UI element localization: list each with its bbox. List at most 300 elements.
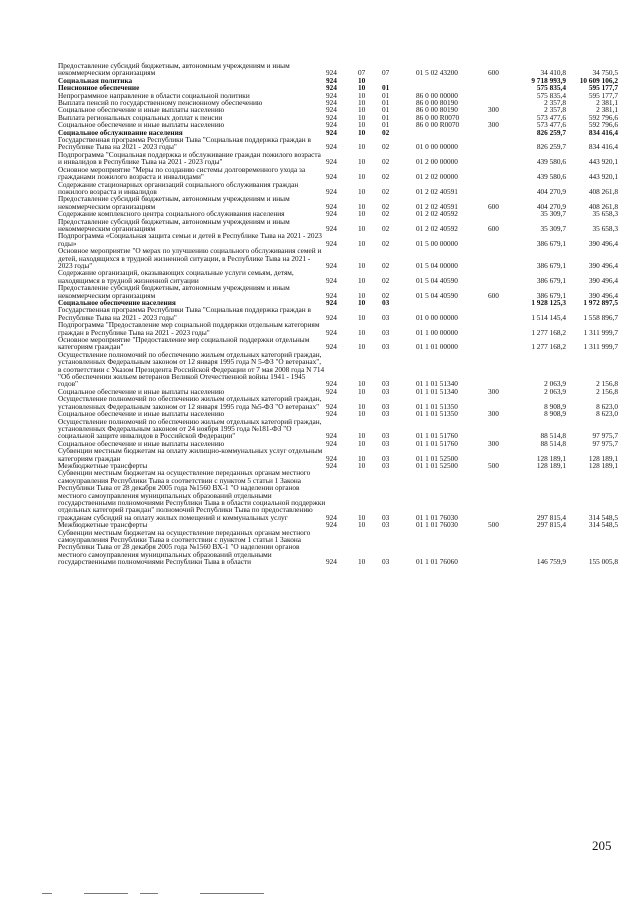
row-expense-type-code: [488, 351, 518, 388]
table-row: [58, 62, 618, 77]
row-expense-type-code: [488, 151, 518, 166]
row-ved-code: 924: [326, 298, 337, 307]
row-amount-2023: 443 920,1: [588, 157, 618, 167]
row-name: Государственная программа Республики Тыва "Социальная поддержка граждан в Республике Тыва на 2021 - 2023 годы": [58, 135, 311, 152]
row-amount-2022: 404 270,9: [536, 201, 566, 211]
row-name: Основное мероприятие "Предоставление мер социальной поддержки отдельным категориям граждан": [58, 335, 310, 352]
row-ved-code: 924: [326, 327, 337, 337]
row-target-code: 01 2 02 40591: [416, 186, 458, 196]
row-target-code: 86 0 00 R0070: [416, 120, 460, 130]
row-section-code: 10: [358, 431, 366, 441]
row-subsection-code: 02: [382, 127, 390, 137]
row-amount-2023: 8 623,0: [596, 401, 618, 411]
row-amount-2023: 35 658,3: [592, 223, 618, 233]
row-section-code: 10: [358, 290, 366, 300]
row-amount-2023: 97 975,7: [592, 431, 618, 441]
row-amount-2023: 97 975,7: [592, 438, 618, 448]
table-row: [58, 351, 618, 388]
row-name: Осуществление полномочий по обеспечению жильем отдельных категорий граждан, установленных Федеральным законом от 12 января 1995 года N 5-ФЗ "О ветеранах", в соответствии с Указом Президента Российской Федерации от 7 мая 2008 года N 714 "Об обеспечении жильем ветеранов Великой Отечественной войны 1941 - 1945 годов": [58, 349, 325, 389]
row-target-code: 01 1 01 51760: [416, 438, 458, 448]
row-amount-2023: 34 750,5: [592, 68, 618, 78]
row-amount-2022: 439 580,6: [536, 172, 566, 182]
row-expense-type-code: 300: [488, 438, 499, 448]
row-target-code: 86 0 00 R0070: [416, 112, 460, 122]
row-expense-type-code: [488, 269, 518, 284]
budget-table-body: [58, 62, 618, 566]
row-target-code: 01 1 01 76030: [416, 512, 458, 522]
table-row: [58, 395, 618, 410]
row-amount-2022: 386 679,1: [536, 275, 566, 285]
row-subsection-code: 02: [382, 186, 390, 196]
row-section-code: 10: [358, 409, 366, 419]
table-row: [58, 166, 618, 181]
row-subsection-code: 01: [382, 83, 390, 93]
row-section-code: 10: [358, 401, 366, 411]
row-section-code: 10: [358, 172, 366, 182]
row-amount-2022: 386 679,1: [536, 260, 566, 270]
row-subsection-code: 02: [382, 275, 390, 285]
row-amount-2023: 314 548,5: [588, 520, 618, 530]
row-target-code: 01 1 01 51350: [416, 401, 458, 411]
row-ved-code: 924: [326, 68, 337, 78]
row-amount-2023: 1 311 999,7: [583, 327, 618, 337]
row-subsection-code: 01: [382, 90, 390, 100]
row-name: Социальное обеспечение и иные выплаты населению: [58, 386, 225, 396]
row-amount-2022: 35 309,7: [540, 209, 566, 219]
row-amount-2023: 595 177,7: [588, 90, 618, 100]
row-amount-2022: 8 908,9: [544, 401, 566, 411]
row-subsection-code: 02: [382, 260, 390, 270]
row-target-code: 01 5 00 00000: [416, 238, 458, 248]
row-section-code: 10: [358, 453, 366, 463]
row-ved-code: 924: [326, 209, 337, 219]
row-ved-code: 924: [326, 75, 337, 85]
row-name: Содержание организаций, оказывающих социальные услуги семьям, детям, находящимся в трудной жизненной ситуации: [58, 268, 294, 285]
row-name: Социальное обслуживание населения: [58, 127, 183, 137]
row-amount-2023: 128 189,1: [588, 460, 618, 470]
row-target-code: 01 0 00 00000: [416, 312, 458, 322]
row-name: Субвенции местным бюджетам на осуществление переданных органам местного самоуправления Республики Тыва в соответствии с пунктом 1 статьи 1 Закона Республики Тыва от 28 декабря 2005 года №1560 ВХ-1 "О наделении органов местного самоуправления муниципальных образований отдельными государственными полномочиями Республики Тыва в области: [58, 527, 311, 567]
row-section-code: 10: [358, 223, 366, 233]
row-section-code: 10: [358, 186, 366, 196]
row-target-code: 01 2 02 40591: [416, 201, 458, 211]
row-expense-type-code: [488, 84, 518, 91]
row-amount-2023: 1 311 999,7: [583, 342, 618, 352]
row-amount-2023: 2 156,8: [596, 379, 618, 389]
row-amount-2022: 88 514,8: [540, 431, 566, 441]
row-amount-2023: 595 177,7: [588, 83, 618, 93]
row-ved-code: 924: [326, 520, 337, 530]
row-ved-code: 924: [326, 401, 337, 411]
row-amount-2023: 443 920,1: [588, 172, 618, 182]
scan-artifact-line: [42, 893, 52, 894]
row-expense-type-code: 300: [488, 120, 499, 130]
row-section-code: 10: [358, 120, 366, 130]
row-section-code: 10: [358, 127, 366, 137]
row-section-code: 10: [358, 298, 366, 307]
row-ved-code: 924: [326, 460, 337, 470]
row-expense-type-code: [488, 418, 518, 440]
row-ved-code: 924: [326, 275, 337, 285]
row-ved-code: 924: [326, 438, 337, 448]
row-target-code: 01 0 00 00000: [416, 142, 458, 152]
row-expense-type-code: 600: [488, 201, 499, 211]
row-subsection-code: 01: [382, 98, 390, 108]
row-ved-code: 924: [326, 409, 337, 419]
row-name: Предоставление субсидий бюджетным, автономным учреждениям и иным некоммерческим организациям: [58, 61, 290, 78]
row-section-code: 10: [358, 75, 366, 85]
row-ved-code: 924: [326, 386, 337, 396]
row-ved-code: 924: [326, 186, 337, 196]
row-name: Осуществление полномочий по обеспечению жильем отдельных категорий граждан, установленных Федеральным законом от 24 ноября 1995 года №181-ФЗ "О социальной защите инвалидов в Российской Федерации": [58, 416, 322, 441]
row-ved-code: 924: [326, 290, 337, 300]
row-name: Подпрограмма "Предоставление мер социальной поддержки отдельным категориям граждан в Республике Тыва на 2021 - 2023 годы": [58, 320, 320, 337]
row-amount-2022: 1 514 145,4: [531, 312, 566, 322]
row-subsection-code: 03: [382, 298, 390, 307]
row-amount-2023: 834 416,4: [588, 142, 618, 152]
row-ved-code: 924: [326, 83, 337, 93]
row-section-code: 10: [358, 157, 366, 167]
row-target-code: 01 5 04 40590: [416, 290, 458, 300]
row-name: Предоставление субсидий бюджетным, автономным учреждениям и иным некоммерческим организациям: [58, 194, 290, 211]
row-amount-2023: 2 156,8: [596, 386, 618, 396]
row-ved-code: 924: [326, 157, 337, 167]
row-subsection-code: 02: [382, 238, 390, 248]
row-expense-type-code: 300: [488, 409, 499, 419]
row-subsection-code: 02: [382, 201, 390, 211]
row-name: Подпрограмма "Социальная поддержка и обслуживание граждан пожилого возраста и инвалидов в Республике Тыва на 2021 - 2023 годы": [58, 149, 321, 167]
row-name: Социальное обеспечение и иные выплаты населению: [58, 409, 225, 419]
row-expense-type-code: [488, 306, 518, 321]
row-amount-2022: 128 189,1: [536, 460, 566, 470]
table-row: [58, 306, 618, 321]
row-name: Социальное обеспечение и иные выплаты населению: [58, 438, 225, 448]
row-amount-2022: 34 410,8: [540, 68, 566, 78]
row-subsection-code: 03: [382, 520, 390, 530]
row-amount-2022: 826 259,7: [536, 127, 566, 137]
row-amount-2023: 314 548,5: [588, 512, 618, 522]
row-amount-2023: 592 796,6: [588, 112, 618, 122]
row-expense-type-code: [488, 247, 518, 269]
row-amount-2022: 1 277 168,2: [531, 342, 566, 352]
row-target-code: 01 2 02 00000: [416, 172, 458, 182]
row-ved-code: 924: [326, 512, 337, 522]
row-ved-code: 924: [326, 90, 337, 100]
row-target-code: 01 1 01 76030: [416, 520, 458, 530]
row-name: Государственная программа Республики Тыва "Социальная поддержка граждан в Республике Тыва на 2021 - 2023 годы": [58, 305, 311, 322]
row-name: Содержание стационарных организаций социального обслуживания граждан пожилого возраста и инвалидов: [58, 179, 299, 196]
row-expense-type-code: [488, 469, 518, 521]
row-amount-2022: 573 477,6: [536, 112, 566, 122]
row-name: Субвенции местным бюджетам на осуществление переданных органам местного самоуправления Республики Тыва в соответствии с пунктом 5 статьи 1 Закона Республики Тыва от 28 декабря 2005 года №1560 ВХ-1 "О наделении органов местного самоуправления муниципальных образований отдельными государственными полномочиями Республики Тыва в области социальной поддержки отдельных категорий граждан" полномочий Республики Тыва по предоставлению гражданам субсидий на оплату жилых помещений и коммунальных услуг: [58, 468, 326, 522]
row-subsection-code: 02: [382, 142, 390, 152]
row-target-code: [416, 77, 488, 84]
row-amount-2022: 826 259,7: [536, 142, 566, 152]
row-expense-type-code: 300: [488, 386, 499, 396]
row-name: Предоставление субсидий бюджетным, автономным учреждениям и иным некоммерческим организациям: [58, 216, 290, 233]
row-section-code: 10: [358, 342, 366, 352]
table-row: [58, 269, 618, 284]
row-amount-2023: 8 623,0: [596, 409, 618, 419]
row-target-code: [416, 129, 488, 136]
row-section-code: 10: [358, 201, 366, 211]
row-amount-2023: 1 558 896,7: [583, 312, 618, 322]
row-amount-2022: 575 835,4: [536, 83, 566, 93]
row-subsection-code: 01: [382, 105, 390, 115]
row-section-code: 10: [358, 438, 366, 448]
row-section-code: 10: [358, 238, 366, 248]
row-expense-type-code: [488, 529, 518, 566]
row-ved-code: 924: [326, 379, 337, 389]
row-amount-2023: 390 496,4: [588, 260, 618, 270]
row-expense-type-code: [488, 321, 518, 336]
row-subsection-code: 07: [382, 68, 390, 78]
row-name: Пенсионное обеспечение: [58, 83, 140, 93]
row-expense-type-code: [488, 447, 518, 462]
row-name: Осуществление полномочий по обеспечению жильем отдельных категорий граждан, установленных Федеральным законом от 12 января 1995 года №5-ФЗ "О ветеранах": [58, 394, 322, 411]
row-expense-type-code: 600: [488, 68, 499, 78]
table-row: [58, 77, 618, 84]
row-section-code: 10: [358, 460, 366, 470]
row-amount-2023: 2 381,1: [596, 105, 618, 115]
row-name: Непрограммное направление в области социальной политики: [58, 90, 250, 100]
table-row: [58, 418, 618, 440]
row-name: Содержание комплексного центра социального обслуживания населения: [58, 209, 285, 219]
row-name: Основное мероприятие "О мерах по улучшению социального обслуживания семей и детей, находящихся в трудной жизненной ситуации, в Республике Тыва на 2021 - 2023 годы": [58, 246, 322, 270]
row-amount-2022: 1 928 125,3: [531, 298, 566, 307]
row-section-code: 10: [358, 379, 366, 389]
table-row: [58, 284, 618, 299]
row-ved-code: 924: [326, 223, 337, 233]
row-target-code: 01 1 01 76060: [416, 557, 458, 567]
row-ved-code: 924: [326, 142, 337, 152]
row-expense-type-code: [488, 336, 518, 351]
row-amount-2023: 390 496,4: [588, 275, 618, 285]
row-section-code: 10: [358, 209, 366, 219]
row-subsection-code: 03: [382, 460, 390, 470]
row-section-code: 10: [358, 90, 366, 100]
row-target-code: 01 1 01 52500: [416, 453, 458, 463]
row-name: Межбюджетные трансферты: [58, 460, 148, 470]
row-subsection-code: 01: [382, 120, 390, 130]
row-expense-type-code: [488, 181, 518, 196]
row-expense-type-code: 600: [488, 223, 499, 233]
table-row: [58, 529, 618, 566]
row-subsection-code: 03: [382, 342, 390, 352]
row-target-code: 86 0 00 80190: [416, 98, 458, 108]
scan-artifact-line: [84, 893, 128, 894]
row-ved-code: 924: [326, 105, 337, 115]
row-target-code: 01 2 02 40592: [416, 223, 458, 233]
row-target-code: 01 1 01 51340: [416, 386, 458, 396]
table-row: [58, 136, 618, 151]
row-subsection-code: 03: [382, 312, 390, 322]
row-subsection-code: 03: [382, 431, 390, 441]
row-ved-code: 924: [326, 431, 337, 441]
row-amount-2022: 88 514,8: [540, 438, 566, 448]
row-amount-2023: 592 796,6: [588, 120, 618, 130]
row-target-code: 86 0 00 00000: [416, 90, 458, 100]
row-expense-type-code: [488, 210, 518, 217]
table-row: [58, 151, 618, 166]
row-name: Выплата пенсий по государственному пенсионному обеспечению: [58, 98, 263, 108]
row-name: Предоставление субсидий бюджетным, автономным учреждениям и иным некоммерческим организациям: [58, 283, 290, 300]
row-ved-code: 924: [326, 172, 337, 182]
row-amount-2022: 2 063,9: [544, 386, 566, 396]
scan-artifact-line: [200, 893, 264, 894]
table-row: [58, 321, 618, 336]
row-amount-2022: 386 679,1: [536, 238, 566, 248]
row-amount-2022: 297 815,4: [536, 512, 566, 522]
row-target-code: 01 1 01 51760: [416, 431, 458, 441]
row-amount-2023: 834 416,4: [588, 127, 618, 137]
row-amount-2023: 408 261,8: [588, 186, 618, 196]
row-name: Социальное обеспечение и иные выплаты населению: [58, 120, 225, 130]
row-target-code: 01 1 01 51340: [416, 379, 458, 389]
row-section-code: 10: [358, 98, 366, 108]
row-subsection-code: 02: [382, 223, 390, 233]
row-amount-2023: 390 496,4: [588, 290, 618, 300]
row-ved-code: 924: [326, 342, 337, 352]
row-amount-2022: 573 477,6: [536, 120, 566, 130]
row-ved-code: 924: [326, 453, 337, 463]
row-name: Социальное обеспечение населения: [58, 298, 176, 307]
budget-table: [58, 62, 618, 566]
table-row: [58, 181, 618, 196]
row-target-code: 01 2 00 00000: [416, 157, 458, 167]
row-amount-2023: 35 658,3: [592, 209, 618, 219]
row-amount-2023: 408 261,8: [588, 201, 618, 211]
row-amount-2023: 2 381,1: [596, 98, 618, 108]
row-target-code: 01 2 02 40592: [416, 209, 458, 219]
row-subsection-code: 03: [382, 386, 390, 396]
row-amount-2022: 146 759,9: [536, 557, 566, 567]
row-amount-2022: 297 815,4: [536, 520, 566, 530]
row-subsection-code: 03: [382, 409, 390, 419]
row-amount-2022: 386 679,1: [536, 290, 566, 300]
row-expense-type-code: [488, 129, 518, 136]
row-name: Субвенции местным бюджетам на оплату жилищно-коммунальных услуг отдельным категориям граждан: [58, 446, 323, 463]
row-subsection-code: 03: [382, 453, 390, 463]
row-target-code: 01 1 00 00000: [416, 327, 458, 337]
row-name: Подпрограмма «Социальная защита семьи и детей в Республике Тыва на 2021 - 2023 годы»: [58, 231, 322, 248]
row-section-code: 10: [358, 260, 366, 270]
row-expense-type-code: [488, 299, 518, 306]
row-expense-type-code: [488, 232, 518, 247]
row-amount-2022: 128 189,1: [536, 453, 566, 463]
row-subsection-code: 01: [382, 112, 390, 122]
row-target-code: 01 5 04 40590: [416, 275, 458, 285]
row-subsection-code: 02: [382, 290, 390, 300]
table-row: [58, 469, 618, 521]
row-expense-type-code: [488, 166, 518, 181]
row-subsection-code: 02: [382, 157, 390, 167]
row-expense-type-code: [488, 92, 518, 99]
row-target-code: 01 1 01 00000: [416, 342, 458, 352]
row-section-code: 10: [358, 512, 366, 522]
row-section-code: 10: [358, 142, 366, 152]
row-amount-2022: 2 357,8: [544, 98, 566, 108]
row-amount-2022: 439 580,6: [536, 157, 566, 167]
row-target-code: 01 5 02 43200: [416, 68, 458, 78]
row-amount-2023: 10 609 106,2: [579, 75, 618, 85]
row-subsection-code: 03: [382, 512, 390, 522]
row-ved-code: 924: [326, 238, 337, 248]
row-expense-type-code: 500: [488, 460, 499, 470]
row-section-code: 10: [358, 275, 366, 285]
row-subsection-code: 02: [382, 172, 390, 182]
row-ved-code: 924: [326, 127, 337, 137]
row-ved-code: 924: [326, 120, 337, 130]
row-amount-2023: 128 189,1: [588, 453, 618, 463]
row-subsection-code: 02: [382, 209, 390, 219]
row-name: Выплата региональных социальных доплат к пенсии: [58, 112, 223, 122]
table-row: [58, 247, 618, 269]
table-row: [58, 447, 618, 462]
page-number: 205: [592, 838, 612, 853]
row-expense-type-code: 600: [488, 290, 499, 300]
table-row: [58, 195, 618, 210]
row-name: Межбюджетные трансферты: [58, 520, 148, 530]
row-ved-code: 924: [326, 201, 337, 211]
row-ved-code: 924: [326, 312, 337, 322]
row-section-code: 10: [358, 83, 366, 93]
row-amount-2022: 8 908,9: [544, 409, 566, 419]
row-target-code: 01 1 01 52500: [416, 460, 458, 470]
row-name: Основное мероприятие "Меры по созданию системы долговременного ухода за гражданами пожилого возраста и инвалидами": [58, 164, 306, 182]
row-target-code: 01 5 04 00000: [416, 260, 458, 270]
row-amount-2022: 9 718 993,9: [531, 75, 566, 85]
row-expense-type-code: 500: [488, 520, 499, 530]
row-subsection-code: 03: [382, 557, 390, 567]
row-amount-2022: 404 270,9: [536, 186, 566, 196]
scan-artifact-line: [140, 893, 158, 894]
row-section-code: 10: [358, 105, 366, 115]
row-target-code: 86 0 00 80190: [416, 105, 458, 115]
table-row: [58, 218, 618, 233]
row-expense-type-code: 300: [488, 105, 499, 115]
row-subsection-code: 03: [382, 401, 390, 411]
row-section-code: 10: [358, 520, 366, 530]
row-amount-2022: 575 835,4: [536, 90, 566, 100]
row-ved-code: 924: [326, 260, 337, 270]
table-row: [58, 232, 618, 247]
row-section-code: 10: [358, 557, 366, 567]
row-expense-type-code: [488, 395, 518, 410]
row-subsection-code: 03: [382, 327, 390, 337]
row-amount-2023: 155 005,8: [588, 557, 618, 567]
row-expense-type-code: [488, 77, 518, 84]
table-row: [58, 336, 618, 351]
row-amount-2022: 2 063,9: [544, 379, 566, 389]
row-section-code: 10: [358, 112, 366, 122]
row-ved-code: 924: [326, 98, 337, 108]
row-amount-2022: 1 277 168,2: [531, 327, 566, 337]
row-amount-2022: 35 309,7: [540, 223, 566, 233]
row-amount-2022: 2 357,8: [544, 105, 566, 115]
row-amount-2023: 390 496,4: [588, 238, 618, 248]
row-subsection-code: 03: [382, 379, 390, 389]
row-subsection-code: 03: [382, 438, 390, 448]
row-section-code: 10: [358, 312, 366, 322]
row-expense-type-code: [488, 136, 518, 151]
row-section-code: 07: [358, 68, 366, 78]
row-section-code: 10: [358, 327, 366, 337]
row-ved-code: 924: [326, 112, 337, 122]
row-name: Социальная политика: [58, 75, 133, 85]
row-target-code: [416, 299, 488, 306]
row-amount-2023: 1 972 897,5: [583, 298, 618, 307]
